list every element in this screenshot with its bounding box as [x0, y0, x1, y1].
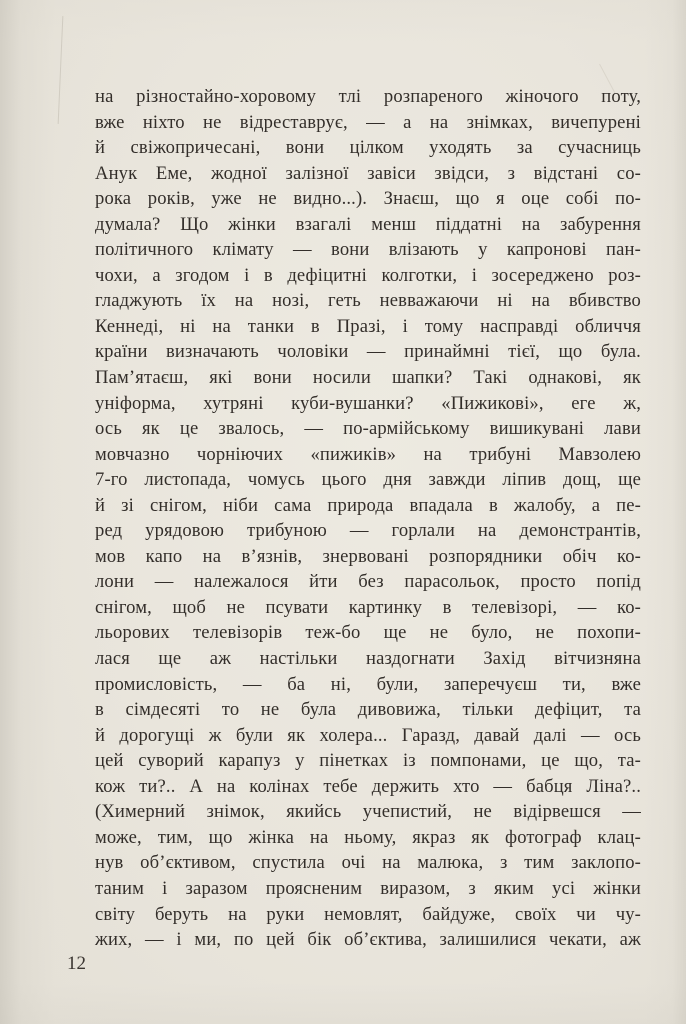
text-line: мов капо на в’язнів, знервовані розпорядники обіч ко- — [95, 545, 641, 567]
text-line: вже ніхто не відреставрує, — а на знімках, вичепурені — [95, 111, 641, 133]
text-line: й дорогущі ж були як холера... Гаразд, давай далі — ось — [95, 724, 641, 746]
text-line: ред урядовою трибуною — горлали на демонстрантів, — [95, 520, 641, 542]
text-line: й свіжопричесані, вони цілком уходять за сучасниць — [95, 137, 641, 159]
page-number: 12 — [67, 953, 86, 974]
text-line: уніформа, хутряні куби-вушанки? «Пижикові», еге ж, — [95, 392, 641, 414]
text-line: нув об’єктивом, спустила очі на малюка, з тим заклопо- — [95, 852, 641, 874]
text-line: кож ти?.. А на колінах тебе держить хто — бабця Ліна?.. — [95, 775, 641, 797]
text-line: в сімдесяті то не була дивовижа, тільки дефіцит, та — [95, 699, 641, 721]
scan-artifact — [58, 16, 64, 124]
text-line: чохи, а згодом і в дефіцитні колготки, і зосереджено роз- — [95, 264, 641, 286]
text-line: 7-го листопада, чомусь цього дня завжди ліпив дощ, ще — [95, 469, 641, 491]
text-line: й зі снігом, ніби сама природа впадала в жалобу, а пе- — [95, 494, 641, 516]
text-line: снігом, щоб не псувати картинку в телевізорі, — ко- — [95, 596, 641, 618]
text-line: таним і заразом проясненим виразом, з яким усі жінки — [95, 877, 641, 899]
text-line: лася ще аж настільки наздогнати Захід вітчизняна — [95, 648, 641, 670]
text-line: думала? Що жінки взагалі менш піддатні на забурення — [95, 213, 641, 235]
text-line: ось як це звалось, — по-армійському вишикувані лави — [95, 418, 641, 440]
text-line: Пам’ятаєш, які вони носили шапки? Такі однакові, як — [95, 367, 641, 389]
text-line: рока років, уже не видно...). Знаєш, що я оце собі по- — [95, 188, 641, 210]
text-line: цей суворий карапуз у пінетках із помпонами, це що, та- — [95, 750, 641, 772]
text-line: Анук Еме, жодної залізної завіси звідси, з відстані со- — [95, 162, 641, 184]
text-line: лони — належалося йти без парасольок, просто попід — [95, 571, 641, 593]
text-line: промисловість, — ба ні, були, заперечуєш ти, вже — [95, 673, 641, 695]
text-line: льорових телевізорів теж-бо ще не було, не похопи- — [95, 622, 641, 644]
text-line: жих, — і ми, по цей бік об’єктива, залишилися чекати, аж — [95, 929, 641, 951]
text-line: політичного клімату — вони влізають у капронові пан- — [95, 239, 641, 261]
text-line: (Химерний знімок, якийсь учепистий, не відірвешся — — [95, 801, 641, 823]
text-line: країни визначають чоловіки — принаймні тієї, що була. — [95, 341, 641, 363]
text-line: світу беруть на руки немовлят, байдуже, своїх чи чу- — [95, 903, 641, 925]
text-line: гладжують їх на нозі, геть невважаючи ні на вбивство — [95, 290, 641, 312]
text-block — [95, 84, 641, 953]
text-line: може, тим, що жінка на ньому, якраз як фотограф клац- — [95, 826, 641, 848]
text-line: мовчазно чорніючих «пижиків» на трибуні Мавзолею — [95, 443, 641, 465]
text-line: на різностайно-хоровому тлі розпареного жіночого поту, — [95, 86, 641, 107]
text-line: Кеннеді, ні на танки в Празі, і тому насправді обличчя — [95, 315, 641, 337]
